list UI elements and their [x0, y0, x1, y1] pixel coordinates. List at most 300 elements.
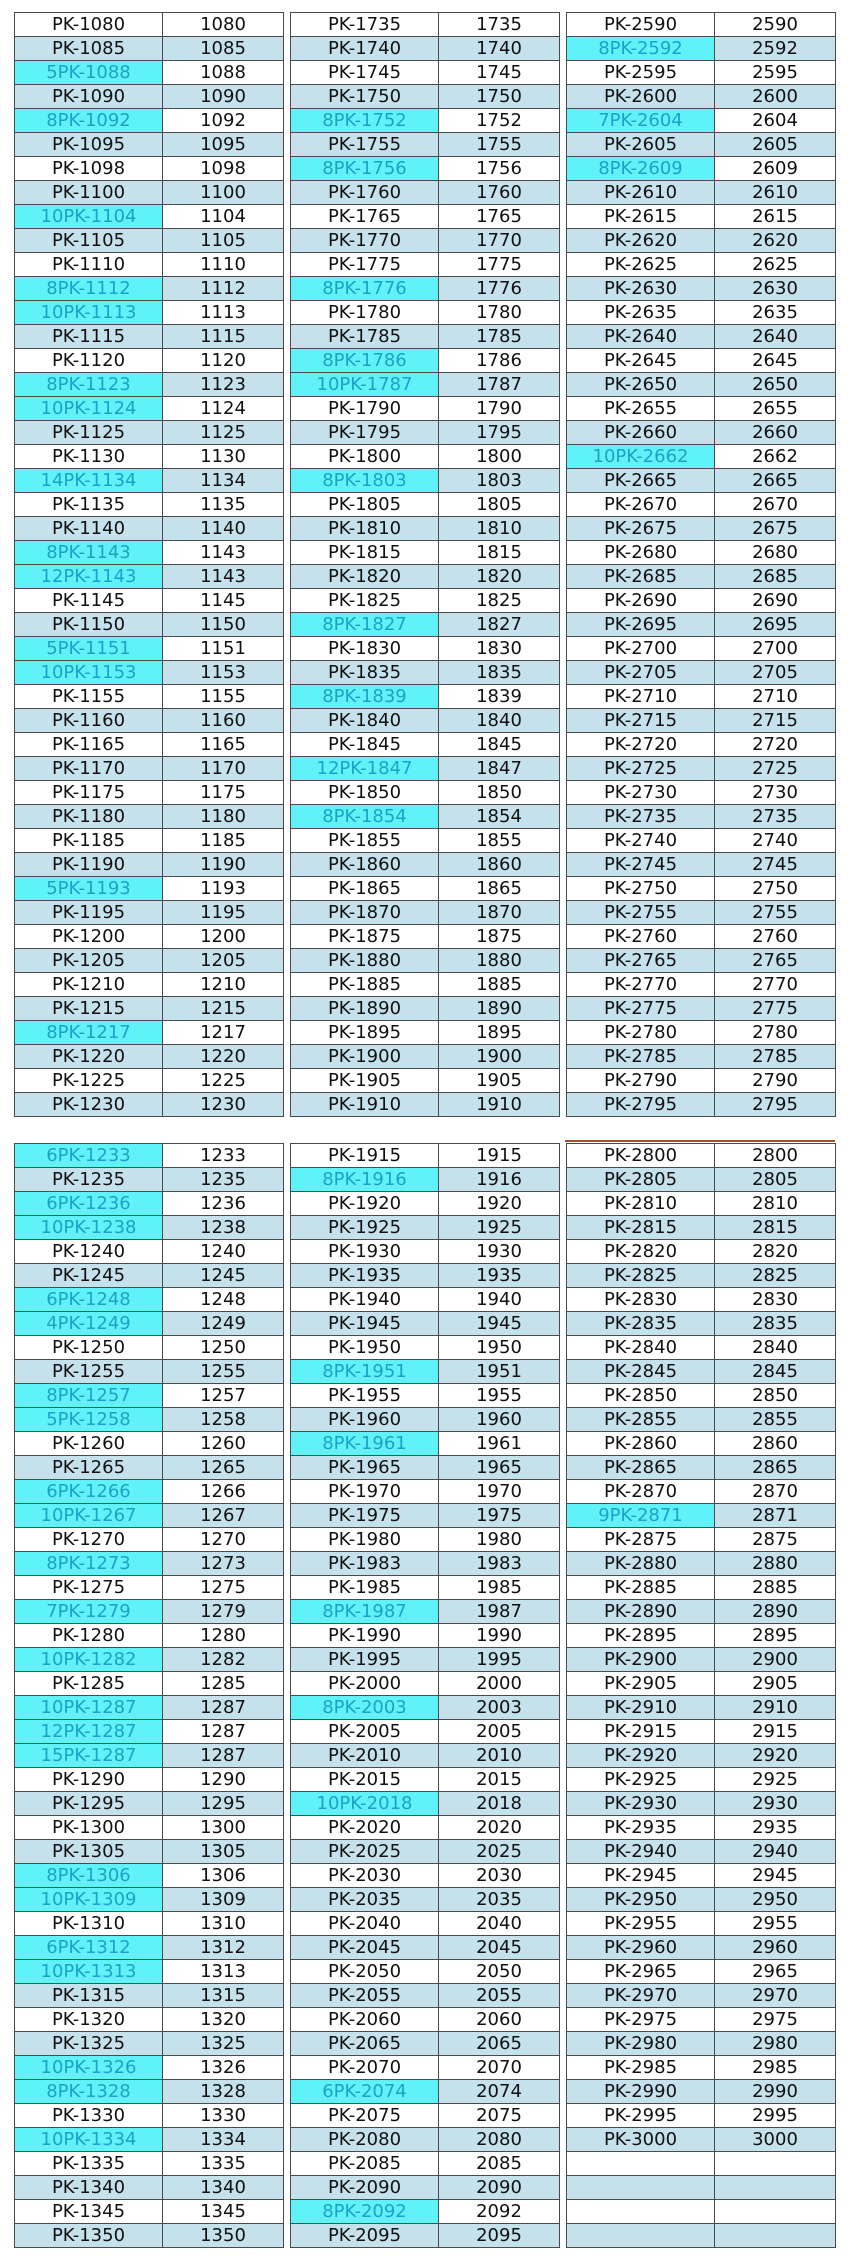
part-code-cell: PK-1265	[15, 1456, 163, 1480]
table-row	[15, 469, 284, 493]
length-cell: 1780	[439, 301, 560, 325]
table-row	[15, 2200, 284, 2224]
table-row	[291, 973, 560, 997]
part-code-cell: PK-2090	[291, 2176, 439, 2200]
table-row	[291, 877, 560, 901]
table-row	[567, 997, 836, 1021]
table-row	[15, 1504, 284, 1528]
length-cell: 2925	[715, 1768, 836, 1792]
length-cell: 1313	[163, 1960, 284, 1984]
length-cell: 2930	[715, 1792, 836, 1816]
table-row	[567, 1093, 836, 1117]
table-row	[291, 1984, 560, 2008]
part-code-cell: PK-2805	[567, 1168, 715, 1192]
table-row	[15, 2176, 284, 2200]
length-cell: 1113	[163, 301, 284, 325]
part-code-cell: 6PK-1312	[15, 1936, 163, 1960]
table-row	[291, 469, 560, 493]
table-row	[291, 1576, 560, 1600]
length-cell: 1776	[439, 277, 560, 301]
length-cell: 1115	[163, 325, 284, 349]
length-cell: 1160	[163, 709, 284, 733]
part-code-cell: 8PK-1328	[15, 2080, 163, 2104]
table-row	[15, 2224, 284, 2248]
length-cell: 2940	[715, 1840, 836, 1864]
part-code-cell: PK-2080	[291, 2128, 439, 2152]
table-row	[15, 1768, 284, 1792]
part-code-cell: PK-2635	[567, 301, 715, 325]
length-cell: 1335	[163, 2152, 284, 2176]
length-cell: 1195	[163, 901, 284, 925]
table-row	[567, 349, 836, 373]
part-code-cell: PK-1130	[15, 445, 163, 469]
parts-table-block1-col1	[14, 12, 284, 1117]
part-code-cell: PK-1175	[15, 781, 163, 805]
length-cell: 1855	[439, 829, 560, 853]
length-cell: 2785	[715, 1045, 836, 1069]
part-code-cell: PK-2035	[291, 1888, 439, 1912]
length-cell: 2025	[439, 1840, 560, 1864]
length-cell: 1095	[163, 133, 284, 157]
length-cell: 1330	[163, 2104, 284, 2128]
length-cell: 2015	[439, 1768, 560, 1792]
part-code-cell: PK-1235	[15, 1168, 163, 1192]
part-code-cell: PK-1825	[291, 589, 439, 613]
table-row	[291, 301, 560, 325]
length-cell: 1120	[163, 349, 284, 373]
table-row	[15, 253, 284, 277]
table-row	[15, 2080, 284, 2104]
length-cell: 1854	[439, 805, 560, 829]
part-code-cell: PK-1845	[291, 733, 439, 757]
part-code-cell: PK-2835	[567, 1312, 715, 1336]
length-cell: 2604	[715, 109, 836, 133]
length-cell: 1230	[163, 1093, 284, 1117]
table-row	[567, 253, 836, 277]
length-cell	[715, 2152, 836, 2176]
part-code-cell: 10PK-1153	[15, 661, 163, 685]
length-cell: 1273	[163, 1552, 284, 1576]
part-code-cell: PK-2970	[567, 1984, 715, 2008]
table-row	[291, 517, 560, 541]
table-row	[15, 1912, 284, 1936]
table-row	[15, 517, 284, 541]
table-row	[567, 1021, 836, 1045]
part-code-cell: PK-2830	[567, 1288, 715, 1312]
length-cell: 1860	[439, 853, 560, 877]
length-cell: 1260	[163, 1432, 284, 1456]
table-row	[567, 733, 836, 757]
part-code-cell: PK-1330	[15, 2104, 163, 2128]
table-row	[567, 853, 836, 877]
table-row	[291, 781, 560, 805]
table-row	[15, 1792, 284, 1816]
table-row	[291, 589, 560, 613]
part-code-cell: PK-1200	[15, 925, 163, 949]
length-cell: 1250	[163, 1336, 284, 1360]
length-cell: 1945	[439, 1312, 560, 1336]
table-row	[15, 613, 284, 637]
table-row	[567, 1960, 836, 1984]
part-code-cell: PK-2795	[567, 1093, 715, 1117]
table-row	[291, 1408, 560, 1432]
part-code-cell: PK-1170	[15, 757, 163, 781]
table-row	[15, 1045, 284, 1069]
table-row	[291, 925, 560, 949]
part-code-cell	[567, 2176, 715, 2200]
part-code-cell: PK-2855	[567, 1408, 715, 1432]
part-code-cell: 10PK-1313	[15, 1960, 163, 1984]
table-row	[567, 781, 836, 805]
length-cell: 2630	[715, 277, 836, 301]
part-code-cell: PK-1080	[15, 13, 163, 37]
length-cell	[715, 2200, 836, 2224]
table-row	[15, 157, 284, 181]
table-row	[567, 565, 836, 589]
table-row	[567, 2080, 836, 2104]
part-code-cell: PK-1835	[291, 661, 439, 685]
part-code-cell: PK-1935	[291, 1264, 439, 1288]
part-code-cell: PK-1975	[291, 1504, 439, 1528]
length-cell: 1825	[439, 589, 560, 613]
table-row	[567, 1792, 836, 1816]
table-row	[291, 901, 560, 925]
part-code-cell: PK-1260	[15, 1432, 163, 1456]
table-row	[567, 1816, 836, 1840]
length-cell: 1765	[439, 205, 560, 229]
part-code-cell: PK-2685	[567, 565, 715, 589]
part-code-cell: PK-2705	[567, 661, 715, 685]
part-code-cell: PK-2885	[567, 1576, 715, 1600]
length-cell: 1245	[163, 1264, 284, 1288]
part-code-cell: PK-1280	[15, 1624, 163, 1648]
part-code-cell: PK-1270	[15, 1528, 163, 1552]
part-code-cell: PK-1250	[15, 1336, 163, 1360]
length-cell: 1100	[163, 181, 284, 205]
part-code-cell: PK-1090	[15, 85, 163, 109]
table-row	[567, 805, 836, 829]
table-row	[15, 1864, 284, 1888]
table-row	[15, 1888, 284, 1912]
table-row	[291, 757, 560, 781]
table-row	[15, 1960, 284, 1984]
table-row	[291, 1456, 560, 1480]
length-cell: 2845	[715, 1360, 836, 1384]
table-row	[291, 1240, 560, 1264]
part-code-cell: PK-2800	[567, 1144, 715, 1168]
table-row	[15, 493, 284, 517]
length-cell: 2700	[715, 637, 836, 661]
table-row	[291, 1960, 560, 1984]
part-code-cell: 10PK-1238	[15, 1216, 163, 1240]
part-code-cell: PK-1340	[15, 2176, 163, 2200]
part-code-cell: PK-1905	[291, 1069, 439, 1093]
parts-table-block1-col3	[566, 12, 836, 1117]
table-row	[15, 565, 284, 589]
part-code-cell: PK-2865	[567, 1456, 715, 1480]
length-cell: 1870	[439, 901, 560, 925]
length-cell: 1143	[163, 565, 284, 589]
length-cell: 2725	[715, 757, 836, 781]
table-row	[15, 1744, 284, 1768]
part-code-cell: 8PK-1916	[291, 1168, 439, 1192]
length-cell: 1270	[163, 1528, 284, 1552]
table-row	[567, 1336, 836, 1360]
part-code-cell: PK-2985	[567, 2056, 715, 2080]
table-row	[291, 1480, 560, 1504]
part-code-cell: PK-1775	[291, 253, 439, 277]
table-row	[291, 1432, 560, 1456]
table-row	[291, 1552, 560, 1576]
part-code-cell: PK-1965	[291, 1456, 439, 1480]
part-code-cell: PK-2765	[567, 949, 715, 973]
length-cell: 1104	[163, 205, 284, 229]
length-cell: 2655	[715, 397, 836, 421]
part-code-cell: PK-2980	[567, 2032, 715, 2056]
part-code-cell: PK-1120	[15, 349, 163, 373]
part-code-cell: PK-1140	[15, 517, 163, 541]
part-code-cell: 6PK-1233	[15, 1144, 163, 1168]
table-row	[291, 1720, 560, 1744]
part-code-cell: 8PK-1112	[15, 277, 163, 301]
part-code-cell: PK-2925	[567, 1768, 715, 1792]
table-row	[291, 541, 560, 565]
length-cell: 2860	[715, 1432, 836, 1456]
part-code-cell: PK-1230	[15, 1093, 163, 1117]
length-cell: 1875	[439, 925, 560, 949]
table-row	[567, 1144, 836, 1168]
part-code-cell: PK-1165	[15, 733, 163, 757]
table-row	[567, 1912, 836, 1936]
part-code-cell: 8PK-1839	[291, 685, 439, 709]
length-cell: 1835	[439, 661, 560, 685]
part-code-cell: PK-1755	[291, 133, 439, 157]
length-cell: 1960	[439, 1408, 560, 1432]
part-code-cell: PK-2600	[567, 85, 715, 109]
length-cell: 1885	[439, 973, 560, 997]
table-row	[291, 853, 560, 877]
part-code-cell: PK-1315	[15, 1984, 163, 2008]
length-cell: 1951	[439, 1360, 560, 1384]
table-row	[15, 1360, 284, 1384]
length-cell: 1305	[163, 1840, 284, 1864]
length-cell: 1249	[163, 1312, 284, 1336]
part-code-cell: PK-2760	[567, 925, 715, 949]
table-row	[567, 1192, 836, 1216]
table-row	[291, 445, 560, 469]
part-code-cell: PK-1860	[291, 853, 439, 877]
part-code-cell: PK-1983	[291, 1552, 439, 1576]
part-code-cell: 8PK-1306	[15, 1864, 163, 1888]
part-code-cell: 12PK-1287	[15, 1720, 163, 1744]
length-cell: 2835	[715, 1312, 836, 1336]
part-code-cell: PK-1955	[291, 1384, 439, 1408]
table-row	[15, 1168, 284, 1192]
part-code-cell: PK-1900	[291, 1045, 439, 1069]
part-code-cell: 8PK-2003	[291, 1696, 439, 1720]
part-code-cell: PK-2660	[567, 421, 715, 445]
table-row	[291, 277, 560, 301]
length-cell: 1200	[163, 925, 284, 949]
table-row	[291, 1168, 560, 1192]
length-cell: 1155	[163, 685, 284, 709]
part-code-cell: PK-1325	[15, 2032, 163, 2056]
length-cell: 1080	[163, 13, 284, 37]
part-code-cell: 8PK-1803	[291, 469, 439, 493]
length-cell: 2720	[715, 733, 836, 757]
length-cell: 1961	[439, 1432, 560, 1456]
table-row	[567, 469, 836, 493]
table-row	[567, 61, 836, 85]
length-cell: 2850	[715, 1384, 836, 1408]
table-row	[567, 13, 836, 37]
length-cell: 2865	[715, 1456, 836, 1480]
part-code-cell: 14PK-1134	[15, 469, 163, 493]
length-cell: 1865	[439, 877, 560, 901]
length-cell: 2665	[715, 469, 836, 493]
length-cell: 2650	[715, 373, 836, 397]
part-code-cell: PK-2605	[567, 133, 715, 157]
length-cell: 1112	[163, 277, 284, 301]
length-cell: 1125	[163, 421, 284, 445]
part-code-cell: PK-2700	[567, 637, 715, 661]
part-code-cell: PK-2640	[567, 325, 715, 349]
part-code-cell: 5PK-1088	[15, 61, 163, 85]
length-cell: 2710	[715, 685, 836, 709]
part-code-cell: PK-1240	[15, 1240, 163, 1264]
table-row	[567, 661, 836, 685]
part-code-cell: PK-1160	[15, 709, 163, 733]
length-cell: 2085	[439, 2152, 560, 2176]
part-code-cell: PK-2680	[567, 541, 715, 565]
part-code-cell: 15PK-1287	[15, 1744, 163, 1768]
part-code-cell: PK-2730	[567, 781, 715, 805]
table-row	[15, 2128, 284, 2152]
part-code-cell: PK-1110	[15, 253, 163, 277]
length-cell: 1847	[439, 757, 560, 781]
table-row	[291, 2128, 560, 2152]
table-row	[291, 1384, 560, 1408]
length-cell: 2715	[715, 709, 836, 733]
length-cell: 1210	[163, 973, 284, 997]
length-cell: 2960	[715, 1936, 836, 1960]
length-cell: 1175	[163, 781, 284, 805]
part-code-cell: PK-2975	[567, 2008, 715, 2032]
part-code-cell: 8PK-2609	[567, 157, 715, 181]
table-row	[291, 181, 560, 205]
length-cell: 2745	[715, 853, 836, 877]
length-cell: 1085	[163, 37, 284, 61]
length-cell: 2970	[715, 1984, 836, 2008]
length-cell: 1328	[163, 2080, 284, 2104]
length-cell: 2885	[715, 1576, 836, 1600]
part-code-cell: PK-1145	[15, 589, 163, 613]
table-row	[15, 781, 284, 805]
table-row	[15, 2032, 284, 2056]
part-code-cell: PK-1810	[291, 517, 439, 541]
part-code-cell: PK-2915	[567, 1720, 715, 1744]
part-code-cell: 8PK-1752	[291, 109, 439, 133]
length-cell: 2870	[715, 1480, 836, 1504]
length-cell: 1830	[439, 637, 560, 661]
part-code-cell: PK-1320	[15, 2008, 163, 2032]
part-code-cell: PK-1220	[15, 1045, 163, 1069]
part-code-cell: 4PK-1249	[15, 1312, 163, 1336]
part-code-cell	[567, 2224, 715, 2248]
part-code-cell: PK-1925	[291, 1216, 439, 1240]
table-row	[15, 1144, 284, 1168]
part-code-cell: 8PK-2592	[567, 37, 715, 61]
part-code-cell: PK-2950	[567, 1888, 715, 1912]
part-code-cell: PK-2990	[567, 2080, 715, 2104]
table-row	[567, 1648, 836, 1672]
part-code-cell: PK-2930	[567, 1792, 715, 1816]
table-row	[15, 277, 284, 301]
length-cell: 1755	[439, 133, 560, 157]
part-code-cell: PK-2735	[567, 805, 715, 829]
part-code-cell: PK-1245	[15, 1264, 163, 1288]
parts-table-block1-col2	[290, 12, 560, 1117]
length-cell: 1900	[439, 1045, 560, 1069]
length-cell: 1092	[163, 109, 284, 133]
table-row	[567, 157, 836, 181]
part-code-cell: PK-2905	[567, 1672, 715, 1696]
part-code-cell: PK-2045	[291, 1936, 439, 1960]
length-cell: 1785	[439, 325, 560, 349]
length-cell: 2810	[715, 1192, 836, 1216]
table-row	[567, 1840, 836, 1864]
table-row	[15, 829, 284, 853]
part-code-cell: PK-2725	[567, 757, 715, 781]
length-cell: 1145	[163, 589, 284, 613]
length-cell: 1290	[163, 1768, 284, 1792]
table-row	[15, 973, 284, 997]
length-cell: 1880	[439, 949, 560, 973]
part-code-cell: PK-2070	[291, 2056, 439, 2080]
table-row	[291, 1816, 560, 1840]
table-row	[291, 1528, 560, 1552]
table-row	[15, 637, 284, 661]
table-row	[567, 85, 836, 109]
table-row	[291, 109, 560, 133]
table-row	[291, 2056, 560, 2080]
table-row	[567, 973, 836, 997]
table-row	[291, 2104, 560, 2128]
length-cell: 1285	[163, 1672, 284, 1696]
length-cell: 2790	[715, 1069, 836, 1093]
part-code-cell: PK-2590	[567, 13, 715, 37]
length-cell: 1740	[439, 37, 560, 61]
part-code-cell: 7PK-2604	[567, 109, 715, 133]
table-row	[291, 997, 560, 1021]
length-cell: 2070	[439, 2056, 560, 2080]
length-cell: 2615	[715, 205, 836, 229]
length-cell: 2600	[715, 85, 836, 109]
table-row	[291, 565, 560, 589]
length-cell: 2635	[715, 301, 836, 325]
table-row	[291, 2008, 560, 2032]
length-cell: 1787	[439, 373, 560, 397]
part-code-cell: 10PK-1334	[15, 2128, 163, 2152]
table-row	[291, 61, 560, 85]
length-cell: 1287	[163, 1696, 284, 1720]
part-code-cell: PK-2825	[567, 1264, 715, 1288]
table-row	[15, 1336, 284, 1360]
part-code-cell: PK-2060	[291, 2008, 439, 2032]
table-row	[567, 277, 836, 301]
table-row	[15, 181, 284, 205]
part-code-cell: 12PK-1847	[291, 757, 439, 781]
